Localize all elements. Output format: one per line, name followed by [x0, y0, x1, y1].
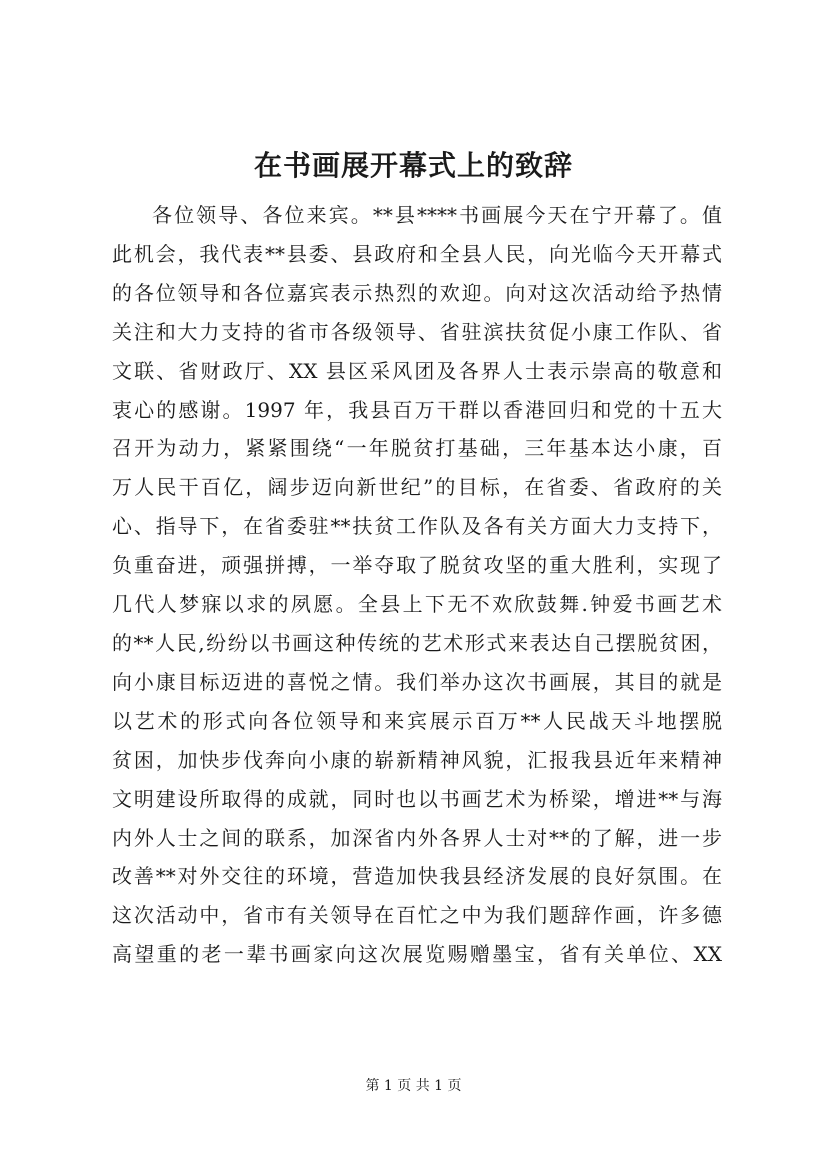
document-title: 在书画展开幕式上的致辞	[253, 149, 573, 182]
body-line: 这次活动中，省市有关领导在百忙之中为我们题辞作画，许多德	[112, 903, 722, 928]
body-line: 文联、省财政厅、XX 县区采风团及各界人士表示崇高的敬意和	[112, 358, 722, 383]
body-line: 万人民干百亿，阔步迈向新世纪”的目标，在省委、省政府的关	[112, 475, 722, 500]
body-line: 心、指导下，在省委驻**扶贫工作队及各有关方面大力支持下，	[112, 514, 722, 539]
body-line: 以艺术的形式向各位领导和来宾展示百万**人民战天斗地摆脱	[112, 708, 722, 733]
body-line: 的各位领导和各位嘉宾表示热烈的欢迎。向对这次活动给予热情	[112, 280, 722, 305]
page-footer	[0, 1076, 827, 1096]
body-line: 衷心的感谢。1997 年，我县百万干群以香港回归和党的十五大	[112, 397, 722, 422]
body-line: 各位领导、各位来宾。**县****书画展今天在宁开幕了。值	[152, 203, 722, 227]
body-line: 负重奋进，顽强拼搏，一举夺取了脱贫攻坚的重大胜利，实现了	[112, 553, 722, 578]
body-line: 高望重的老一辈书画家向这次展览赐赠墨宝，省有关单位、XX	[112, 942, 722, 967]
body-line: 内外人士之间的联系，加深省内外各界人士对**的了解，进一步	[112, 825, 722, 850]
body-line: 文明建设所取得的成就，同时也以书画艺术为桥梁，增进**与海	[112, 786, 722, 811]
page-number-label: 第 1 页 共 1 页	[365, 1078, 462, 1094]
body-line: 贫困，加快步伐奔向小康的崭新精神风貌，汇报我县近年来精神	[112, 747, 722, 772]
document-body	[112, 196, 722, 974]
body-line: 召开为动力，紧紧围绕“一年脱贫打基础，三年基本达小康，百	[112, 436, 722, 461]
body-line: 改善**对外交往的环境，营造加快我县经济发展的良好氛围。在	[112, 864, 722, 889]
body-line: 向小康目标迈进的喜悦之情。我们举办这次书画展，其目的就是	[112, 669, 722, 694]
body-line: 几代人梦寐以求的夙愿。全县上下无不欢欣鼓舞.钟爱书画艺术	[112, 592, 722, 617]
body-line: 的**人民,纷纷以书画这种传统的艺术形式来表达自己摆脱贫困，	[112, 630, 722, 655]
body-line: 关注和大力支持的省市各级领导、省驻滨扶贫促小康工作队、省	[112, 319, 722, 344]
body-line: 此机会，我代表**县委、县政府和全县人民，向光临今天开幕式	[112, 241, 722, 266]
